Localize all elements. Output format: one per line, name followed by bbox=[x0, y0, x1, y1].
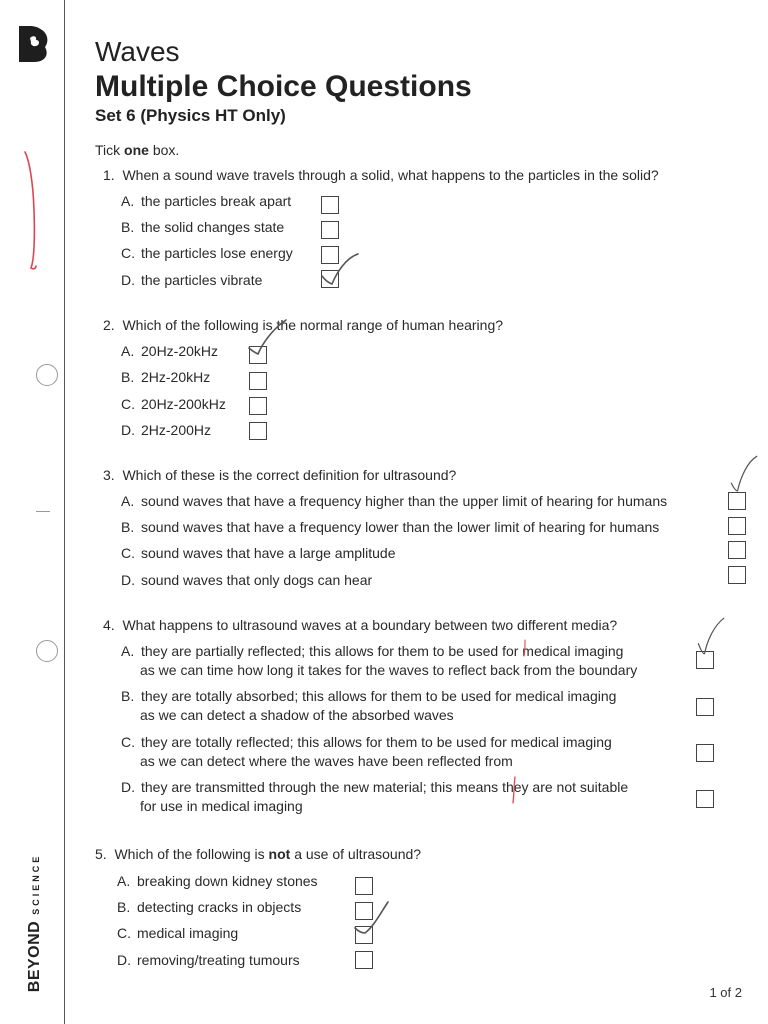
q2-checkbox-b[interactable] bbox=[249, 372, 267, 390]
punch-hole-icon bbox=[36, 640, 58, 662]
question-3-text: Which of these is the correct definition for ultrasound? bbox=[122, 467, 457, 483]
q3-option-b: B. sound waves that have a frequency lower than the lower limit of hearing for humans bbox=[121, 519, 660, 535]
red-pen-mark bbox=[522, 638, 528, 658]
brand-name: BEYOND bbox=[26, 920, 43, 992]
q4-option-a: A. they are partially reflected; this allows for them to be used for medical imaging as we can time how long it takes for the waves to reflect back from the boundary bbox=[121, 643, 638, 678]
q1-option-a: A. the particles break apart bbox=[121, 193, 292, 209]
q4-option-c: C. they are totally reflected; this allows for them to be used for medical imaging as we can detect where the waves have been reflected from bbox=[121, 734, 612, 769]
q5-option-d: D. removing/treating tumours bbox=[117, 952, 300, 968]
q3-checkbox-c[interactable] bbox=[728, 541, 746, 559]
q3-checkbox-a[interactable] bbox=[728, 492, 746, 510]
question-4: 4. What happens to ultrasound waves at a boundary between two different media? bbox=[103, 617, 618, 633]
q4-option-d: D. they are transmitted through the new material; this means they are not suitable for use in medical imaging bbox=[121, 779, 629, 814]
margin-dash bbox=[36, 511, 50, 512]
question-2: 2. Which of the following is the normal range of human hearing? bbox=[103, 317, 504, 333]
q3-checkbox-b[interactable] bbox=[728, 517, 746, 535]
question-1-text: When a sound wave travels through a solid, what happens to the particles in the solid? bbox=[122, 167, 659, 183]
margin-line bbox=[64, 0, 65, 1024]
q1-option-d: D. the particles vibrate bbox=[121, 272, 263, 288]
q5-option-a: A. breaking down kidney stones bbox=[117, 873, 318, 889]
q2-option-a: A. 20Hz-20kHz bbox=[121, 343, 219, 359]
q3-option-c: C. sound waves that have a large amplitude bbox=[121, 545, 396, 561]
q3-option-a: A. sound waves that have a frequency higher than the upper limit of hearing for humans bbox=[121, 493, 668, 509]
q5-option-c: C. medical imaging bbox=[117, 925, 239, 941]
q1-checkbox-a[interactable] bbox=[321, 196, 339, 214]
question-2-text-b: the normal range of human hearing? bbox=[276, 317, 504, 333]
question-5: 5. Which of the following is not a use of ultrasound? bbox=[95, 846, 422, 862]
set-subtitle: Set 6 (Physics HT Only) bbox=[95, 106, 286, 125]
question-4-text: What happens to ultrasound waves at a boundary between two different media? bbox=[122, 617, 618, 633]
q4-checkbox-d[interactable] bbox=[696, 790, 714, 808]
punch-hole-icon bbox=[36, 364, 58, 386]
tick-mark-icon bbox=[320, 250, 360, 290]
question-3: 3. Which of these is the correct definition for ultrasound? bbox=[103, 467, 457, 483]
q3-option-d: D. sound waves that only dogs can hear bbox=[121, 572, 373, 588]
q3-checkbox-d[interactable] bbox=[728, 566, 746, 584]
beyond-logo-icon bbox=[16, 24, 50, 64]
tick-mark-icon bbox=[693, 616, 733, 656]
page-number: 1 of 2 bbox=[709, 985, 742, 1000]
q4-checkbox-c[interactable] bbox=[696, 744, 714, 762]
q2-option-b: B. 2Hz-20kHz bbox=[121, 369, 211, 385]
q2-checkbox-d[interactable] bbox=[249, 422, 267, 440]
tick-mark-icon bbox=[354, 900, 394, 940]
tick-mark-icon bbox=[726, 454, 766, 494]
q1-option-b: B. the solid changes state bbox=[121, 219, 285, 235]
q2-option-d: D. 2Hz-200Hz bbox=[121, 422, 212, 438]
page-title: Multiple Choice Questions bbox=[95, 70, 472, 103]
q5-option-b: B. detecting cracks in objects bbox=[117, 899, 302, 915]
q5-checkbox-a[interactable] bbox=[355, 877, 373, 895]
q1-option-c: C. the particles lose energy bbox=[121, 245, 293, 261]
instruction: Tick one box. bbox=[95, 142, 180, 158]
q5-checkbox-d[interactable] bbox=[355, 951, 373, 969]
q4-option-b: B. they are totally absorbed; this allows for them to be used for medical imaging as we can detect a shadow of the absorbed waves bbox=[121, 688, 617, 723]
red-margin-mark bbox=[22, 150, 44, 274]
brand-sub: SCIENCE bbox=[31, 853, 41, 915]
question-2-text-a: Which of the following is bbox=[122, 317, 273, 333]
red-pen-mark bbox=[510, 775, 518, 805]
q1-checkbox-b[interactable] bbox=[321, 221, 339, 239]
topic-title: Waves bbox=[95, 36, 180, 67]
q4-checkbox-b[interactable] bbox=[696, 698, 714, 716]
brand-vertical bbox=[23, 845, 47, 1000]
question-1: 1. When a sound wave travels through a solid, what happens to the particles in the solid? bbox=[103, 167, 659, 183]
q2-checkbox-c[interactable] bbox=[249, 397, 267, 415]
q2-option-c: C. 20Hz-200kHz bbox=[121, 396, 226, 412]
tick-mark-icon bbox=[248, 318, 288, 358]
